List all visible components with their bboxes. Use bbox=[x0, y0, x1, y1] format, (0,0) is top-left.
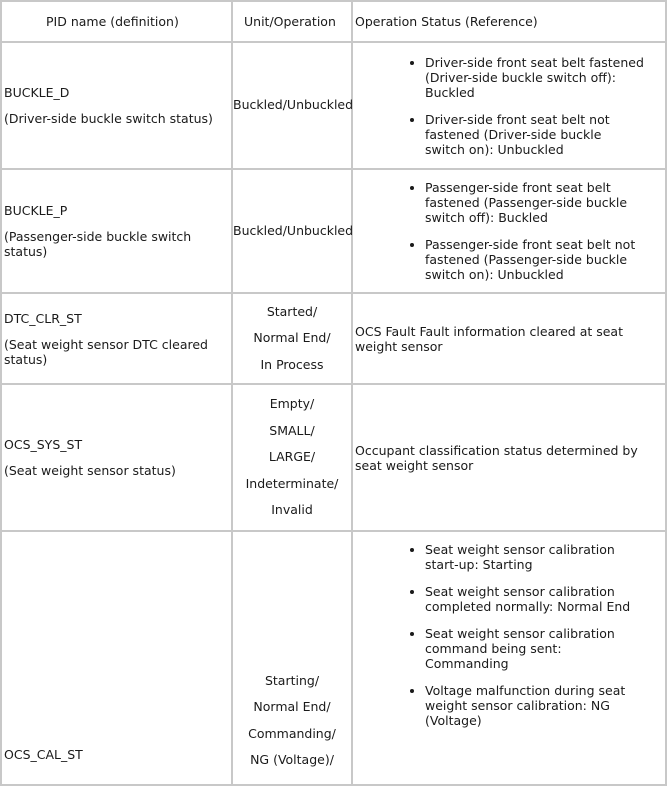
unit-value: Empty/ bbox=[269, 396, 315, 412]
unit-value: Commanding/ bbox=[248, 725, 336, 741]
status-item: • Seat weight sensor calibration command being sent: Commanding bbox=[425, 626, 645, 671]
unit-value: LARGE/ bbox=[268, 449, 316, 465]
pid-name: DTC_CLR_ST bbox=[4, 310, 82, 326]
pid-definition: (Passenger-side buckle switch status) bbox=[4, 229, 192, 259]
status-list bbox=[355, 542, 663, 728]
header-pid: PID name (definition) bbox=[1, 1, 232, 42]
pid-cell bbox=[1, 384, 232, 531]
status-list bbox=[355, 55, 663, 157]
unit-value: Indeterminate/ bbox=[245, 475, 339, 491]
table-row bbox=[1, 42, 666, 169]
status-item: • Driver-side front seat belt not fastened (Driver-side buckle switch on): Unbuckled bbox=[425, 112, 645, 157]
unit-value: Buckled/Unbuckled bbox=[233, 97, 354, 113]
unit-cell bbox=[232, 169, 352, 293]
header-status: Operation Status (Reference) bbox=[352, 1, 666, 42]
unit-value: Normal End/ bbox=[253, 699, 331, 715]
status-text: Occupant classification status determined by seat weight sensor bbox=[355, 442, 638, 473]
unit-value: Starting/ bbox=[264, 672, 320, 688]
table-row bbox=[1, 384, 666, 531]
status-cell bbox=[352, 169, 666, 293]
pid-cell bbox=[1, 531, 232, 785]
pid-cell bbox=[1, 42, 232, 169]
header-row bbox=[1, 1, 666, 42]
header-unit: Unit/Operation bbox=[232, 1, 352, 42]
status-item: • Seat weight sensor calibration completed normally: Normal End bbox=[425, 584, 645, 614]
status-item: • Voltage malfunction during seat weight sensor calibration: NG (Voltage) bbox=[425, 683, 645, 728]
pid-name: BUCKLE_P bbox=[4, 203, 68, 218]
unit-value: NG (Voltage)/ bbox=[250, 752, 334, 768]
status-cell bbox=[352, 42, 666, 169]
unit-cell bbox=[232, 42, 352, 169]
unit-value: Normal End/ bbox=[253, 330, 331, 346]
status-item: • Driver-side front seat belt fastened (Driver-side buckle switch off): Buckled bbox=[425, 55, 645, 100]
table-row bbox=[1, 169, 666, 293]
unit-cell bbox=[232, 293, 352, 384]
status-text: OCS Fault Fault information cleared at seat weight sensor bbox=[355, 323, 623, 354]
pid-name: OCS_SYS_ST bbox=[4, 437, 83, 452]
status-list bbox=[355, 180, 663, 282]
status-item: • Seat weight sensor calibration start-up: Starting bbox=[425, 542, 645, 572]
unit-value: Invalid bbox=[271, 502, 313, 518]
status-cell bbox=[352, 293, 666, 384]
unit-value: Buckled/Unbuckled bbox=[233, 222, 354, 238]
unit-cell bbox=[232, 531, 352, 785]
table-row bbox=[1, 293, 666, 384]
pid-definition: (Driver-side buckle switch status) bbox=[4, 111, 213, 126]
status-cell bbox=[352, 531, 666, 785]
unit-value: Started/ bbox=[266, 303, 318, 319]
unit-value: In Process bbox=[260, 356, 324, 372]
status-item: • Passenger-side front seat belt fastened (Passenger-side buckle switch off): Buckled bbox=[425, 180, 645, 225]
status-cell bbox=[352, 384, 666, 531]
pid-cell bbox=[1, 293, 232, 384]
pid-name: OCS_CAL_ST bbox=[4, 747, 83, 762]
pid-definition: (Seat weight sensor DTC cleared status) bbox=[4, 336, 208, 367]
unit-value: SMALL/ bbox=[269, 422, 315, 438]
pid-definition: (Seat weight sensor status) bbox=[4, 463, 176, 478]
unit-cell bbox=[232, 384, 352, 531]
status-item: • Passenger-side front seat belt not fastened (Passenger-side buckle switch on): Unbuckled bbox=[425, 237, 645, 282]
pid-cell bbox=[1, 169, 232, 293]
pid-name: BUCKLE_D bbox=[4, 85, 70, 100]
table-row bbox=[1, 531, 666, 785]
